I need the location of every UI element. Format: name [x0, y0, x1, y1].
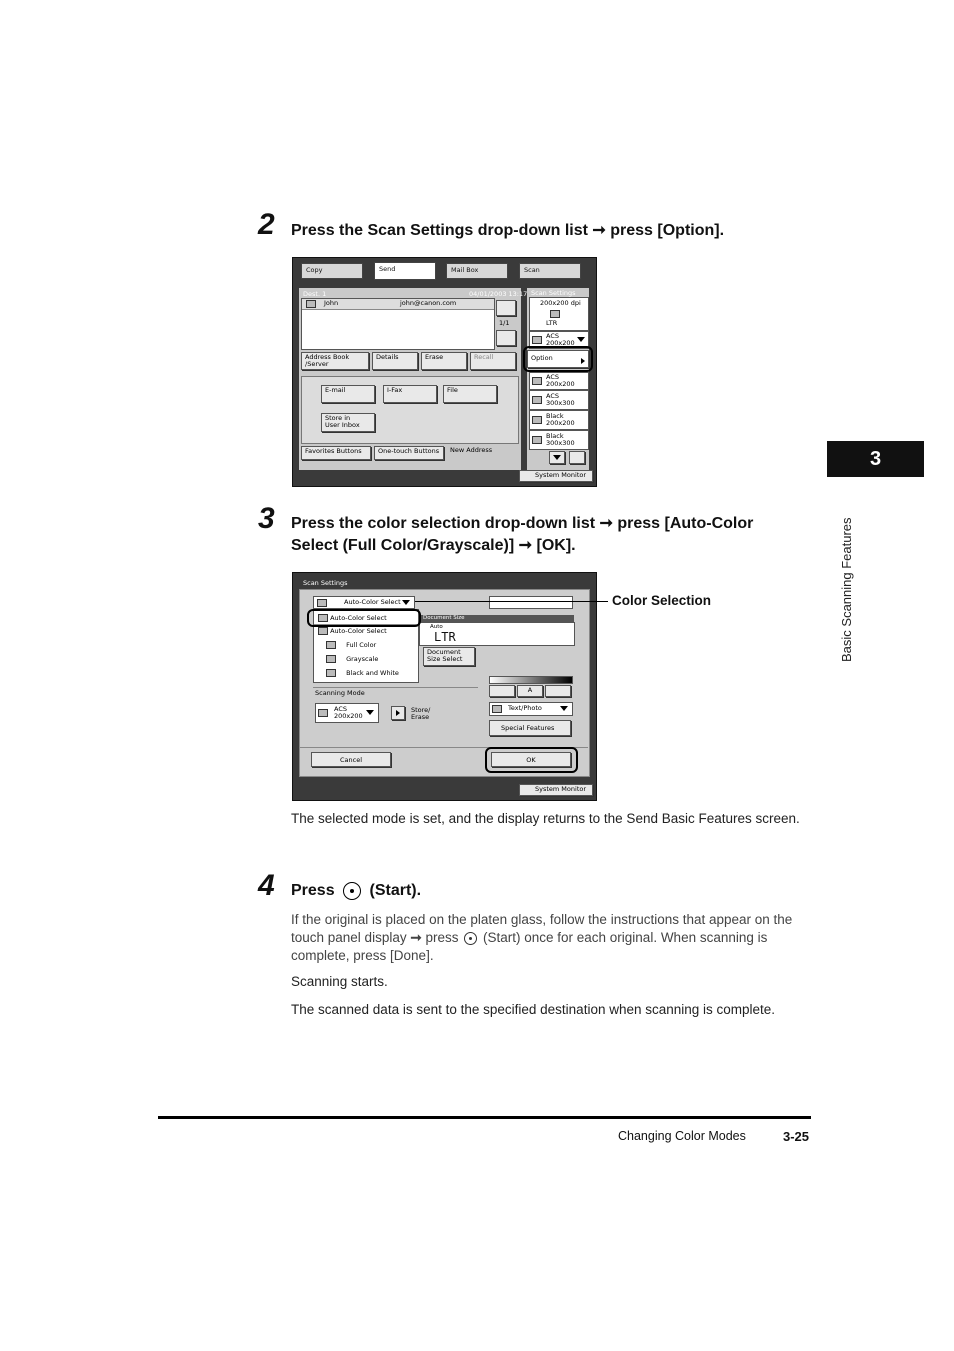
row-email: john@canon.com — [400, 299, 457, 307]
footer-rule — [158, 1116, 811, 1119]
address-book-button[interactable]: Address Book /Server — [301, 352, 369, 370]
store-in-user-inbox-button[interactable]: Store in User Inbox — [321, 413, 375, 432]
ok-button[interactable]: OK — [491, 752, 571, 767]
menu-item-auto-color[interactable]: Auto-Color Select — [318, 627, 387, 635]
list-item[interactable]: ACS 300x300 — [529, 390, 589, 410]
menu-item-black-and-white[interactable]: Black and White — [326, 669, 399, 677]
scroll-down-button[interactable] — [496, 330, 516, 346]
step4-para1: If the original is placed on the platen glass, follow the instructions that appear on the touch panel display ➞ press (Start) once for each original. When scanning is complete, press [Done]. — [291, 912, 793, 963]
dest-count: Dest. 1 — [303, 290, 327, 298]
color-selection-dropdown[interactable]: Auto-Color Select — [313, 596, 415, 609]
color-selection-callout: Color Selection — [612, 593, 712, 608]
tab-copy[interactable]: Copy — [301, 263, 363, 279]
footer-section: Changing Color Modes — [618, 1129, 746, 1143]
step-title: Press (Start). — [291, 882, 422, 899]
destination-list — [301, 298, 495, 350]
arrow-icon: ➞ — [410, 930, 422, 945]
erase-button[interactable]: Erase — [421, 352, 467, 370]
option-highlight — [523, 346, 593, 372]
arrow-icon: ➞ — [518, 537, 533, 554]
tab-scan[interactable]: Scan — [519, 263, 581, 279]
list-item[interactable]: ACS 200x200 — [529, 372, 589, 390]
scan-settings-label: Scan Settings — [531, 289, 576, 297]
scanning-mode-label: Scanning Mode — [315, 689, 365, 697]
store-erase-button[interactable] — [391, 706, 405, 720]
cancel-button[interactable]: Cancel — [311, 752, 391, 767]
tab-send[interactable]: Send — [374, 262, 436, 280]
favorites-buttons-tab[interactable]: Favorites Buttons — [301, 446, 371, 460]
menu-item-auto-color-selected[interactable]: Auto-Color Select — [318, 614, 387, 622]
page-counter: 1/1 — [499, 319, 510, 327]
color-mode-icon — [550, 310, 560, 318]
email-icon — [306, 300, 316, 308]
step-title-part: press [Option]. — [610, 222, 725, 239]
text-photo-icon — [492, 705, 502, 713]
chevron-down-icon — [402, 600, 410, 605]
step-title — [291, 220, 811, 242]
new-address-tab[interactable]: New Address — [447, 446, 517, 460]
resolution-dropdown[interactable] — [489, 596, 573, 609]
start-icon — [464, 932, 477, 945]
step-number: 2 — [258, 208, 275, 241]
chevron-down-icon — [366, 710, 374, 715]
option-button[interactable]: Option — [527, 350, 589, 368]
doc-size-header: Document Size — [419, 615, 574, 622]
screen-title: Scan Settings — [303, 579, 348, 587]
scan-settings-summary — [529, 297, 589, 331]
step4-para2: Scanning starts. — [291, 974, 388, 989]
page-number: 3-25 — [783, 1129, 810, 1144]
list-down-button[interactable] — [549, 451, 565, 464]
callout-line — [415, 601, 608, 602]
row-name: John — [324, 299, 339, 307]
mode-icon — [532, 336, 542, 344]
step4-para3: The scanned data is sent to the specified destination when scanning is complete. — [291, 1002, 776, 1017]
image-type-dropdown[interactable]: Text/Photo — [489, 702, 573, 716]
date-time: 04/01/2003 13:17 — [469, 290, 528, 298]
chapter-label: Basic Scanning Features — [839, 517, 854, 662]
density-lighter-button[interactable] — [489, 685, 515, 697]
density-slider[interactable] — [489, 676, 573, 684]
list-item[interactable]: Black 200x200 — [529, 410, 589, 430]
scan-settings-screen — [292, 572, 597, 801]
paper-size-value: LTR — [546, 319, 558, 327]
ok-highlight — [485, 747, 578, 773]
ifax-button[interactable]: I-Fax — [383, 385, 437, 403]
menu-item-full-color[interactable]: Full Color — [326, 641, 376, 649]
email-button[interactable]: E-mail — [321, 385, 375, 403]
start-icon — [343, 882, 361, 900]
chevron-down-icon — [560, 706, 568, 711]
document-size-select-button[interactable]: Document Size Select — [423, 647, 475, 666]
step-title: Press the color selection drop-down list ➞ press [Auto-Color Select (Full Color/Grayscale)] ➞ [OK]. — [291, 515, 754, 554]
file-button[interactable]: File — [443, 385, 497, 403]
mode-icon — [318, 709, 328, 717]
special-features-button[interactable]: Special Features — [489, 720, 571, 736]
system-monitor-button[interactable]: System Monitor — [519, 470, 593, 482]
doc-size-display: Auto LTR — [419, 622, 575, 646]
density-auto-button[interactable]: A — [517, 685, 543, 697]
color-mode-icon — [317, 599, 327, 607]
arrow-icon: ➞ — [592, 222, 606, 239]
step-number: 4 — [258, 869, 275, 902]
store-erase-label: Store/ Erase — [411, 706, 431, 721]
density-darker-button[interactable] — [545, 685, 571, 697]
chapter-tab: 3 — [827, 441, 924, 477]
system-monitor-button[interactable]: System Monitor — [519, 784, 593, 796]
send-screen — [292, 257, 597, 487]
divider — [313, 687, 478, 688]
step-number: 3 — [258, 502, 275, 535]
scroll-up-button[interactable] — [496, 300, 516, 316]
step3-result: The selected mode is set, and the display returns to the Send Basic Features screen. — [291, 811, 800, 826]
step-title-part: Press the Scan Settings drop-down list — [291, 222, 588, 239]
list-up-button[interactable] — [569, 451, 585, 464]
tab-mail-box[interactable]: Mail Box — [446, 263, 508, 279]
chevron-right-icon — [396, 710, 400, 716]
recall-button[interactable]: Recall — [470, 352, 516, 370]
list-item[interactable]: Black 300x300 — [529, 430, 589, 450]
chevron-down-icon — [553, 455, 561, 460]
one-touch-buttons-tab[interactable]: One-touch Buttons — [374, 446, 444, 460]
details-button[interactable]: Details — [372, 352, 418, 370]
menu-item-grayscale[interactable]: Grayscale — [326, 655, 378, 663]
arrow-icon: ➞ — [599, 515, 613, 532]
resolution-value: 200x200 dpi — [540, 299, 581, 307]
scanning-mode-dropdown[interactable]: ACS 200x200 — [315, 703, 379, 723]
scan-settings-dropdown[interactable]: ACS 200x200 — [529, 331, 589, 349]
table-row[interactable] — [302, 299, 494, 310]
chevron-down-icon — [577, 337, 585, 342]
auto-color-highlight — [307, 609, 421, 627]
